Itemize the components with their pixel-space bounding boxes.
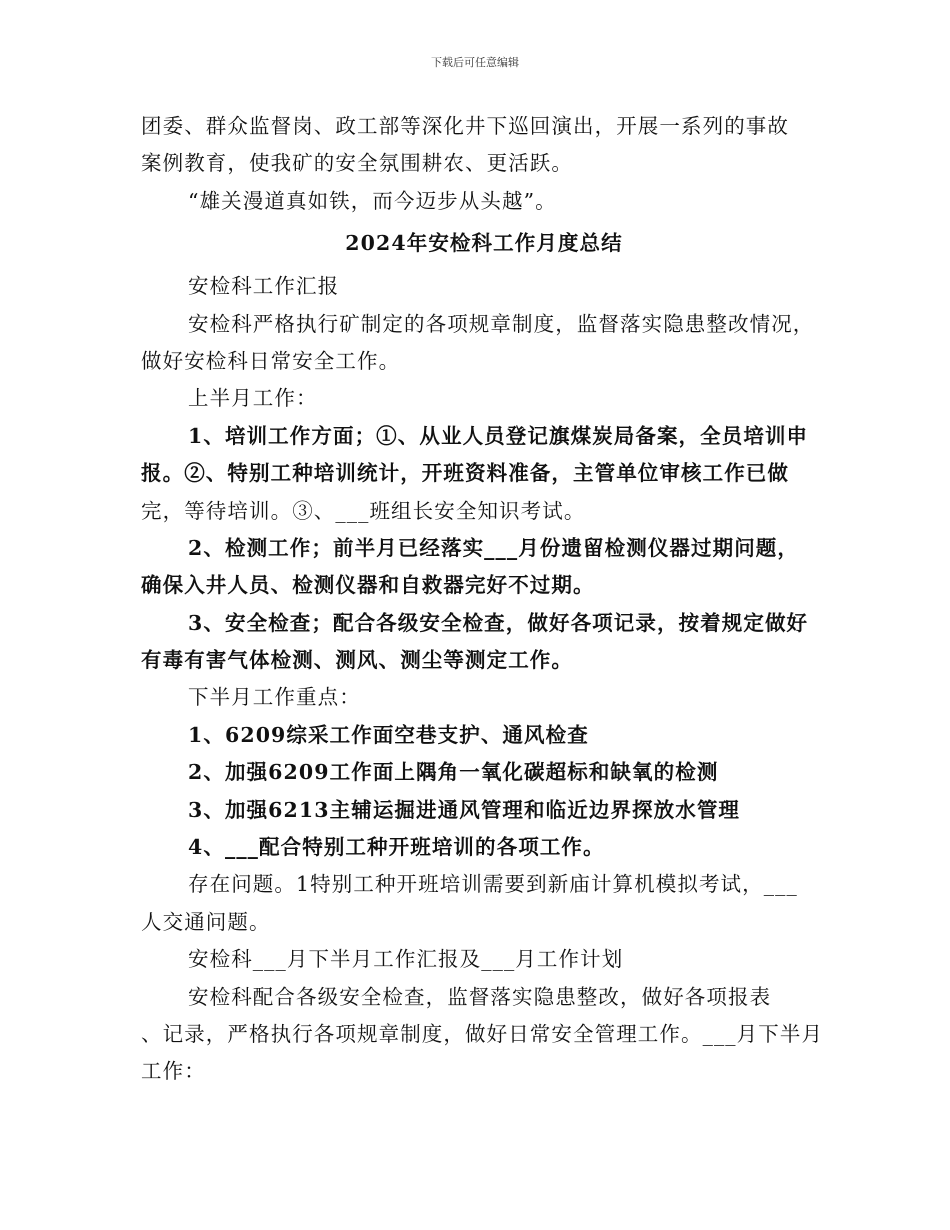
second-half-heading: 下半月工作重点：	[188, 685, 361, 710]
item3-line-1: 3、安全检查；配合各级安全检查，做好各项记录，按着规定做好	[188, 610, 809, 635]
focus-item-2: 2、加强6209工作面上隅角一氧化碳超标和缺氧的检测	[188, 760, 719, 785]
item1-line-2	[141, 455, 817, 492]
focus-item-1: 1、6209综采工作面空巷支护、通风检查	[188, 722, 589, 747]
para2-line-1: 安检科配合各级安全检查，监督落实隐患整改，做好各项报表	[188, 984, 772, 1009]
problem-line-2: 人交通问题。	[141, 909, 271, 934]
para2-line-3: 工作：	[141, 1059, 206, 1084]
intro-quote: “雄关漫道真如铁，而今迈步从头越”。	[188, 188, 557, 213]
item3-line-2: 有毒有害气体检测、测风、测尘等测定工作。	[141, 648, 573, 673]
problem-line-1: 存在问题。1特别工种开班培训需要到新庙计算机模拟考试，___	[188, 872, 798, 897]
subheading: 安检科工作汇报	[188, 274, 340, 299]
item1-line-1: 1、培训工作方面；①、从业人员登记旗煤炭局备案，全员培训申	[188, 423, 809, 448]
document-title: 2024年安检科工作月度总结	[345, 231, 623, 256]
header-note: 下载后可任意编辑	[431, 56, 519, 69]
focus-item-4: 4、___配合特别工种开班培训的各项工作。	[188, 835, 605, 860]
focus-item-3: 3、加强6213主辅运掘进通风管理和临近边界探放水管理	[188, 797, 741, 822]
item1-line-2-text: 报。②、特别工种培训统计，开班资料准备，主管单位审核工作已做	[141, 461, 789, 486]
para2-line-2: 、记录，严格执行各项规章制度，做好日常安全管理工作。___月下半月	[141, 1021, 824, 1046]
report-title: 安检科___月下半月工作汇报及___月工作计划	[188, 947, 624, 972]
document-body	[141, 108, 824, 1091]
first-half-heading: 上半月工作：	[188, 386, 318, 411]
item1-line-3: 完，等待培训。③、___班组长安全知识考试。	[141, 498, 586, 523]
item2-line-2: 确保入井人员、检测仪器和自救器完好不过期。	[141, 573, 595, 598]
intro-line-2: 案例教育，使我矿的安全氛围耕农、更活跃。	[141, 151, 573, 176]
para1-line-1: 安检科严格执行矿制定的各项规章制度，监督落实隐患整改情况，	[188, 311, 815, 336]
para1-line-2: 做好安检科日常安全工作。	[141, 348, 401, 373]
item2-line-1: 2、检测工作；前半月已经落实___月份遗留检测仪器过期问题，	[188, 535, 800, 560]
intro-line-1: 团委、群众监督岗、政工部等深化井下巡回演出，开展一系列的事故	[141, 114, 789, 138]
